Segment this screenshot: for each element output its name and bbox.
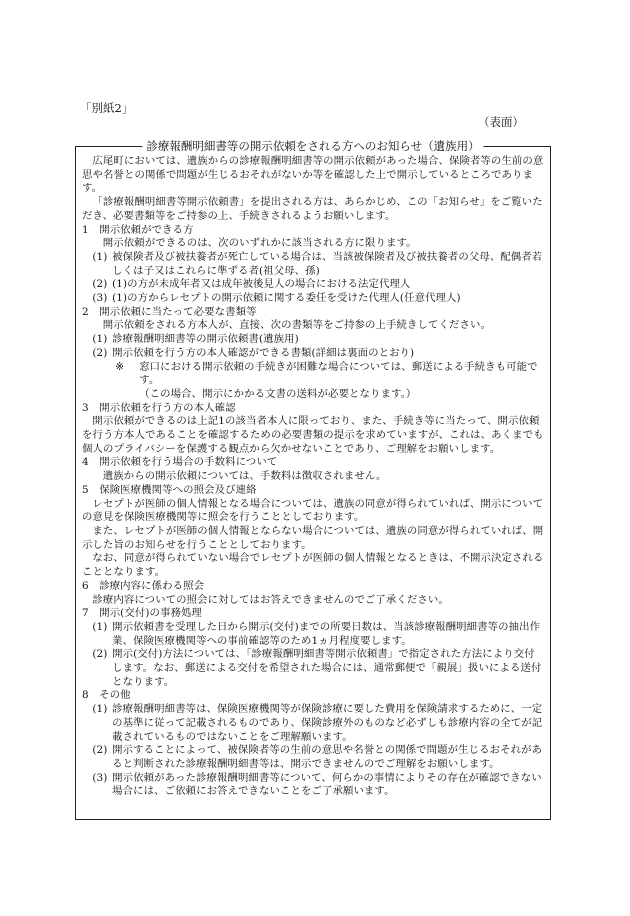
notice-title: 診療報酬明細書等の開示依頼をされる方へのお知らせ（遺族用） (142, 138, 483, 154)
side-label: （表面） (478, 115, 524, 129)
item-text: 診療報酬明細書等の開示依頼書(遺族用) (112, 333, 299, 346)
item-number: (1) (92, 333, 108, 346)
section-3-body: 開示依頼ができるのは上記1の該当者本人に限っており、また、手続き等に当たって、開示依頼を行う方本人であることを確認するための必要書類の提示を求めていますが、これは、あくまでも個人のプライバシーを保護する観点から欠かせないことであり、ご理解をお願いします。 (82, 415, 544, 455)
intro-paragraph-1: 広尾町においては、遺族からの診療報酬明細書等の開示依頼があった場合、保険者等の生前の意思や名誉との関係で問題が生じるおそれがないか等を確認した上で開示しているところであります。 (82, 155, 544, 195)
section-2-item (82, 333, 544, 347)
attachment-label: 「別紙2」 (80, 101, 134, 115)
item-text: 開示(交付)方法については、「診療報酬明細書等開示依頼書」で指定された方法により交付します。なお、郵送による交付を希望された場合には、通常郵便で「親展」扱いによる送付となります。 (112, 648, 542, 688)
section-2-item (82, 347, 544, 361)
notice-content (82, 155, 544, 799)
notice-box (75, 139, 551, 820)
section-8-heading: 8 その他 (82, 689, 131, 702)
section-4-body: 遺族からの開示依頼については、手数料は徴収されません。 (102, 470, 387, 483)
section-7-heading: 7 開示(交付)の事務処理 (82, 607, 202, 620)
item-number: (2) (92, 278, 108, 291)
section-1-heading: 1 開示依頼ができる方 (82, 223, 194, 236)
item-number: (2) (92, 346, 108, 359)
section-5-paragraph: また、レセプトが医師の個人情報とならない場合については、遺族の同意が得られていれば、開示した旨のお知らせを行うこととしております。 (82, 524, 544, 551)
item-number: (1) (92, 703, 108, 716)
section-2-note-2: （この場合、開示にかかる文書の送料が必要となります。） (139, 387, 417, 400)
section-1-item (82, 251, 544, 278)
section-3-heading: 3 開示依頼を行う方の本人確認 (82, 401, 236, 414)
section-2-note (82, 361, 544, 388)
section-6-heading: 6 診療内容に係わる照会 (82, 579, 205, 592)
section-4-heading: 4 開示依頼を行う場合の手数料について (82, 456, 278, 469)
item-text: 診療報酬明細書等は、保険医療機関等が保険診療に要した費用を保険請求するために、一定の基準に従って記載されるものであり、保険診療外のものなど必ずしも診療内容の全てが記載されているものではないことをご理解願います。 (112, 703, 543, 743)
item-text: (1)の方からレセプトの開示依頼に関する委任を受けた代理人(任意代理人) (112, 292, 461, 305)
section-2-lead: 開示依頼をされる方本人が、直接、次の書類等をご持参の上手続きしてください。 (102, 319, 491, 332)
item-text: 開示することによって、被保険者等の生前の意思や名誉との関係で問題が生じるおそれがあると判断された診療報酬明細書等は、開示できませんのでご理解をお願いします。 (112, 744, 543, 770)
section-5-paragraph: なお、同意が得られていない場合でレセプトが医師の個人情報となるときは、不開示決定されることとなります。 (82, 552, 544, 579)
section-7-item (82, 648, 544, 689)
item-text: 開示依頼書を受理した日から開示(交付)までの所要日数は、当該診療報酬明細書等の抽出作業、保険医療機関等への事前確認等のため1ヵ月程度要します。 (112, 620, 541, 647)
section-8-item (82, 744, 544, 771)
section-8-item (82, 772, 544, 799)
section-6-body: 診療内容についての照会に対してはお答えできませんのでご了承ください。 (92, 593, 449, 606)
item-number: (2) (92, 648, 108, 661)
section-5-paragraph: レセプトが医師の個人情報となる場合については、遺族の同意が得られていれば、開示についての意見を保険医療機関等に照会を行うこととしております。 (82, 497, 544, 524)
section-1-lead: 開示依頼ができるのは、次のいずれかに該当される方に限ります。 (102, 237, 417, 250)
section-1-item (82, 278, 544, 292)
item-text: 開示依頼があった診療報酬明細書等について、何らかの事情によりその存在が確認できない場合には、ご依頼にお答えできないことをご了承願います。 (112, 771, 542, 798)
item-number: (1) (92, 620, 108, 633)
section-8-item (82, 703, 544, 744)
item-text: 開示依頼を行う方の本人確認ができる書類(詳細は裏面のとおり) (112, 346, 415, 359)
item-text: 被保険者及び被扶養者が死亡している場合は、当該被保険者及び被扶養者の父母、配偶者若しくは子又はこれらに準ずる者(祖父母、孫) (112, 250, 543, 277)
item-number: (3) (92, 292, 108, 305)
item-text: (1)の方が未成年者又は成年被後見人の場合における法定代理人 (112, 278, 411, 291)
item-number: (3) (92, 771, 108, 784)
note-mark: ※ (115, 360, 125, 373)
section-1-item (82, 292, 544, 306)
item-number: (2) (92, 744, 108, 757)
section-7-item (82, 621, 544, 648)
section-5-heading: 5 保険医療機関等への照会及び連絡 (82, 483, 257, 496)
note-text: 窓口における開示依頼の手続きが困難な場合については、郵送による手続きも可能です。 (139, 360, 538, 387)
intro-paragraph-2: 「診療報酬明細書等開示依頼書」を提出される方は、あらかじめ、この「お知らせ」をご覧いただき、必要書類等をご持参の上、手続きされるようお願いします。 (82, 196, 543, 222)
section-2-heading: 2 開示依頼に当たって必要な書類等 (82, 305, 257, 318)
item-number: (1) (92, 250, 108, 263)
